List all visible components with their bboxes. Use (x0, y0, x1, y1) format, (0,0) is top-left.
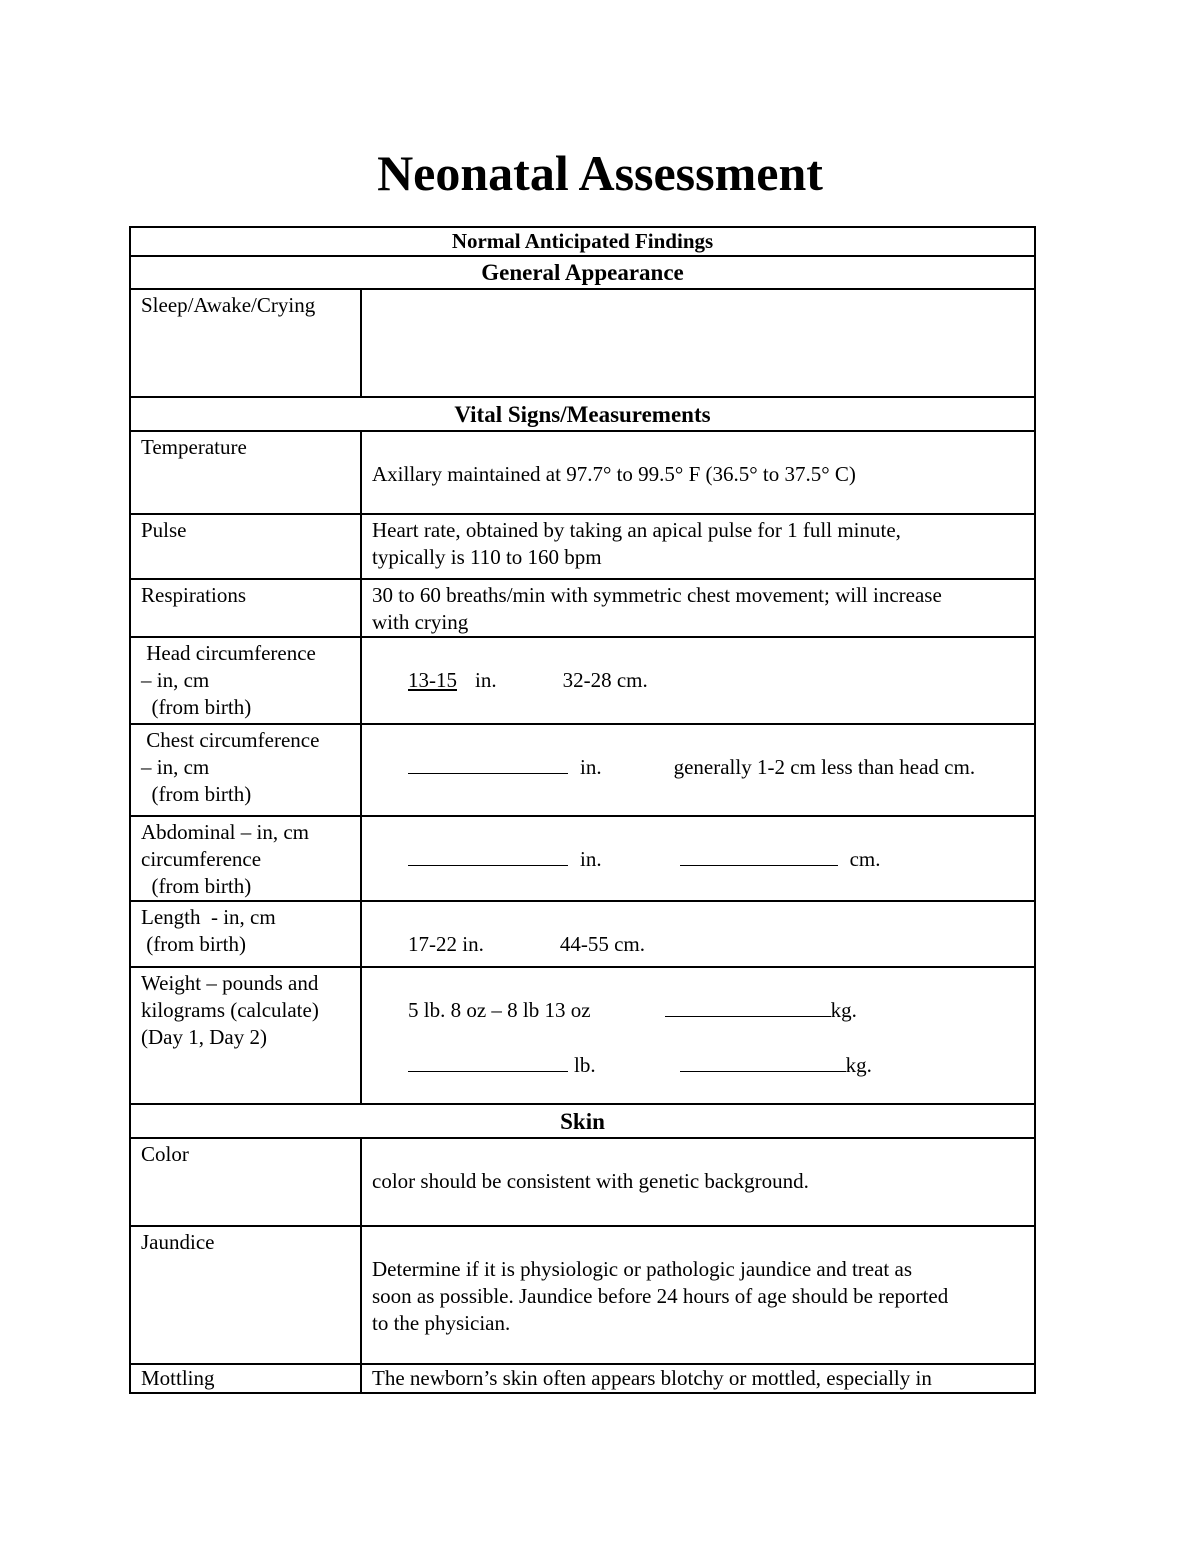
section-row (130, 256, 1035, 289)
table-row (130, 901, 1035, 967)
weight-label-line3: (Day 1, Day 2) (141, 1025, 267, 1049)
row-value-mottling: The newborn’s skin often appears blotchy or mottled, especially in (361, 1364, 1035, 1393)
pulse-text-line1: Heart rate, obtained by taking an apical pulse for 1 full minute, (372, 518, 901, 542)
abdominal-in-blank[interactable] (408, 847, 568, 866)
weight-lb-unit: lb. (574, 1053, 596, 1077)
chest-note: generally 1-2 cm less than head cm. (673, 755, 976, 779)
chest-in-unit: in. (580, 755, 602, 779)
row-label-temperature: Temperature (130, 431, 361, 514)
jaundice-text-line3: to the physician. (372, 1311, 511, 1335)
weight-kg-blank-1[interactable] (665, 998, 831, 1017)
chest-label-line2: – in, cm (141, 755, 210, 779)
section-vital-signs: Vital Signs/Measurements (130, 397, 1035, 431)
table-row (130, 724, 1035, 816)
abdominal-cm-unit: cm. (849, 847, 881, 871)
head-cm-value: 32-28 cm. (562, 668, 648, 692)
row-value-color (361, 1138, 1035, 1226)
section-general-appearance: General Appearance (130, 256, 1035, 289)
weight-lb-blank[interactable] (408, 1053, 568, 1072)
abdominal-label-line1: Abdominal – in, cm (141, 820, 309, 844)
row-value-pulse (361, 514, 1035, 579)
row-value-temperature (361, 431, 1035, 514)
row-label-mottling: Mottling (130, 1364, 361, 1393)
length-label-line2: (from birth) (141, 932, 246, 956)
row-label-abdominal (130, 816, 361, 901)
length-label-line1: Length - in, cm (141, 905, 276, 929)
length-cm-value: 44-55 cm. (559, 932, 645, 956)
weight-label-line1: Weight – pounds and (141, 971, 319, 995)
respirations-text-line1: 30 to 60 breaths/min with symmetric chest movement; will increase (372, 583, 942, 607)
pulse-text-line2: typically is 110 to 160 bpm (372, 545, 602, 569)
row-label-respirations: Respirations (130, 579, 361, 637)
abdominal-label-line3: (from birth) (141, 874, 252, 898)
weight-kg-unit-1: kg. (830, 998, 857, 1022)
table-header-row (130, 227, 1035, 256)
row-label-sleep: Sleep/Awake/Crying (130, 289, 361, 397)
page-title: Neonatal Assessment (377, 145, 823, 201)
row-value-head (361, 637, 1035, 724)
row-label-jaundice: Jaundice (130, 1226, 361, 1364)
row-value-respirations (361, 579, 1035, 637)
section-row (130, 397, 1035, 431)
weight-kg-blank-2[interactable] (680, 1053, 846, 1072)
row-value-abdominal (361, 816, 1035, 901)
table-header: Normal Anticipated Findings (130, 227, 1035, 256)
row-label-weight (130, 967, 361, 1104)
chest-label-line1: Chest circumference (141, 728, 320, 752)
chest-in-blank[interactable] (408, 755, 568, 774)
assessment-table (129, 226, 1036, 1394)
abdominal-in-unit: in. (580, 847, 602, 871)
weight-label-line2: kilograms (calculate) (141, 998, 319, 1022)
table-row (130, 1364, 1035, 1393)
table-row (130, 816, 1035, 901)
table-row (130, 637, 1035, 724)
table-row (130, 514, 1035, 579)
weight-range: 5 lb. 8 oz – 8 lb 13 oz (408, 998, 591, 1022)
abdominal-cm-blank[interactable] (680, 847, 838, 866)
head-label-line2: – in, cm (141, 668, 210, 692)
head-label-line3: (from birth) (141, 695, 252, 719)
row-label-head (130, 637, 361, 724)
table-row (130, 1226, 1035, 1364)
head-in-unit: in. (475, 668, 497, 692)
table-row (130, 431, 1035, 514)
row-value-length (361, 901, 1035, 967)
head-label-line1: Head circumference (141, 641, 316, 665)
abdominal-label-line2: circumference (141, 847, 262, 871)
row-value-weight (361, 967, 1035, 1104)
row-value-chest (361, 724, 1035, 816)
jaundice-text-line1: Determine if it is physiologic or pathologic jaundice and treat as (372, 1257, 913, 1281)
table-row (130, 967, 1035, 1104)
head-in-value: 13-15 (408, 668, 457, 692)
table-row (130, 1138, 1035, 1226)
row-label-length (130, 901, 361, 967)
weight-kg-unit-2: kg. (845, 1053, 872, 1077)
row-label-color: Color (130, 1138, 361, 1226)
chest-label-line3: (from birth) (141, 782, 252, 806)
row-value-sleep[interactable] (361, 289, 1035, 397)
respirations-text-line2: with crying (372, 610, 469, 634)
jaundice-text-line2: soon as possible. Jaundice before 24 hours of age should be reported (372, 1284, 949, 1308)
row-label-chest (130, 724, 361, 816)
color-text: color should be consistent with genetic background. (372, 1169, 809, 1193)
temperature-text: Axillary maintained at 97.7° to 99.5° F (36.5° to 37.5° C) (372, 462, 856, 486)
table-row (130, 579, 1035, 637)
section-row (130, 1104, 1035, 1138)
length-in-value: 17-22 in. (408, 932, 484, 956)
row-label-pulse: Pulse (130, 514, 361, 579)
row-value-jaundice (361, 1226, 1035, 1364)
section-skin: Skin (130, 1104, 1035, 1138)
table-row (130, 289, 1035, 397)
